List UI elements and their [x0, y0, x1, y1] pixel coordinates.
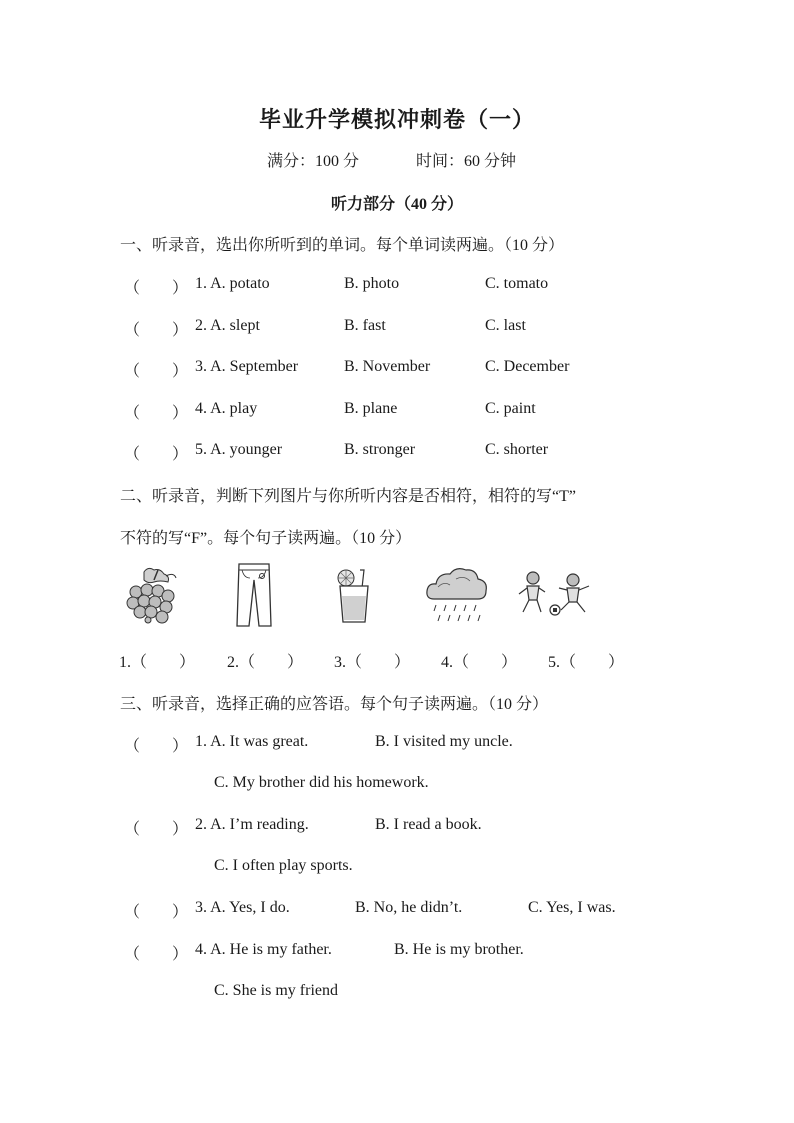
picture-answer-4: 4.（ ） [441, 654, 518, 671]
part3-option-b-2: B. I read a book. [375, 816, 482, 833]
part3-option-a-3: 3. A. Yes, I do. [195, 899, 290, 916]
part1-paren-3: （ ） [124, 363, 189, 380]
part3-option-c-2: C. I often play sports. [214, 857, 353, 874]
part1-instruction: 一、听录音，选出你所听到的单词。每个单词读两遍。（10 分） [120, 237, 565, 254]
part1-option-c-2: C. last [485, 317, 526, 334]
part1-option-a-2: 2. A. slept [195, 317, 260, 334]
page-title: 毕业升学模拟冲刺卷（一） [258, 107, 535, 132]
rain-cloud-icon [424, 565, 490, 627]
trousers-icon [234, 562, 274, 628]
part3-option-b-3: B. No, he didn’t. [355, 899, 463, 916]
juice-icon [334, 568, 374, 624]
part1-option-a-3: 3. A. September [195, 358, 299, 375]
listening-heading: 听力部分（40 分） [330, 196, 463, 213]
part1-option-b-1: B. photo [344, 275, 400, 292]
part1-paren-4: （ ） [124, 405, 189, 422]
part3-paren-1: （ ） [124, 738, 189, 755]
part2-instruction-line1: 二、听录音，判断下列图片与你所听内容是否相符，相符的写“T” [120, 488, 576, 505]
part3-option-a-4: 4. A. He is my father. [195, 941, 332, 958]
part3-paren-4: （ ） [124, 946, 189, 963]
full-score: 满分：100 分 [267, 153, 360, 170]
part1-option-a-1: 1. A. potato [195, 275, 270, 292]
part3-paren-3: （ ） [124, 904, 189, 921]
part1-option-a-5: 5. A. younger [195, 441, 283, 458]
part3-option-c-1: C. My brother did his homework. [214, 774, 429, 791]
part2-instruction-line2: 不符的写“F”。每个句子读两遍。（10 分） [120, 530, 412, 547]
part3-instruction: 三、听录音，选择正确的应答语。每个句子读两遍。（10 分） [120, 696, 549, 713]
part1-paren-2: （ ） [124, 322, 189, 339]
picture-answer-2: 2.（ ） [227, 654, 304, 671]
part1-option-b-4: B. plane [344, 400, 398, 417]
part1-option-b-2: B. fast [344, 317, 386, 334]
part3-option-b-1: B. I visited my uncle. [375, 733, 513, 750]
kids-football-icon [515, 570, 597, 620]
time-limit: 时间：60 分钟 [416, 153, 517, 170]
picture-answer-3: 3.（ ） [334, 654, 411, 671]
part3-option-b-4: B. He is my brother. [394, 941, 524, 958]
part1-paren-1: （ ） [124, 280, 189, 297]
part3-paren-2: （ ） [124, 821, 189, 838]
part3-option-a-1: 1. A. It was great. [195, 733, 309, 750]
part1-paren-5: （ ） [124, 446, 189, 463]
picture-answer-1: 1.（ ） [119, 654, 196, 671]
part1-option-c-3: C. December [485, 358, 570, 375]
part1-option-b-3: B. November [344, 358, 431, 375]
part1-option-b-5: B. stronger [344, 441, 416, 458]
part1-option-a-4: 4. A. play [195, 400, 258, 417]
part3-option-c-3: C. Yes, I was. [528, 899, 616, 916]
picture-answer-5: 5.（ ） [548, 654, 625, 671]
grapes-icon [124, 566, 180, 624]
part1-option-c-4: C. paint [485, 400, 536, 417]
part1-option-c-5: C. shorter [485, 441, 549, 458]
part1-option-c-1: C. tomato [485, 275, 549, 292]
part3-option-c-4: C. She is my friend [214, 982, 338, 999]
part3-option-a-2: 2. A. I’m reading. [195, 816, 309, 833]
